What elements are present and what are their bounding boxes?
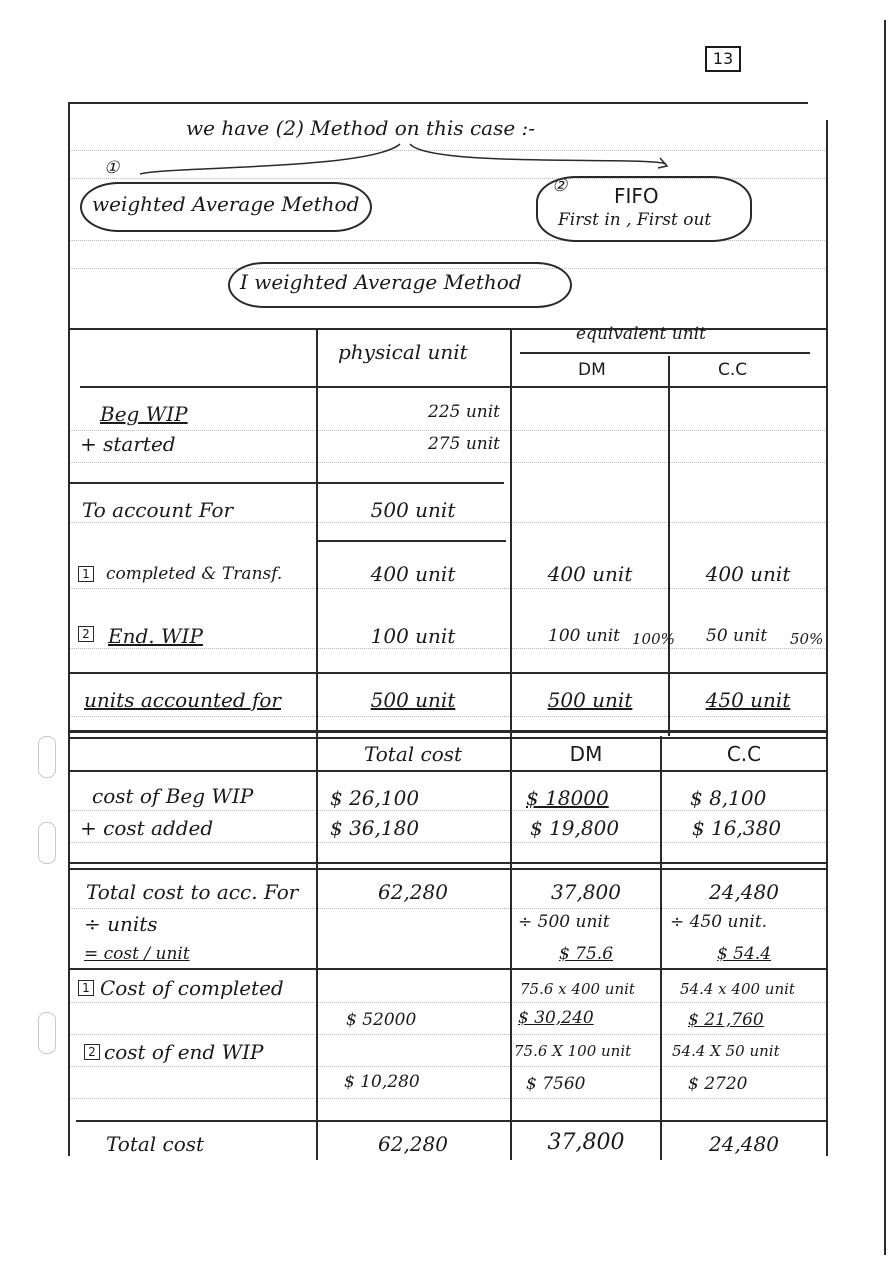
cost-header-bottom [70,770,828,772]
added-cost-total: $ 36,180 [330,816,420,840]
header-cost-dm: DM [569,742,603,766]
header-physical-unit: physical unit [338,340,468,364]
cost-end-wip-dm-calc: 75.6 X 100 unit [514,1042,632,1060]
top-border [68,102,808,104]
units-divisor-cc: ÷ 450 unit. [670,912,768,932]
binder-hole [38,822,56,864]
ruled-line [70,908,825,909]
total-to-account-dm: 37,800 [551,880,621,904]
end-wip-physical: 100 unit [370,624,456,648]
header-equivalent-unit: equivalent unit [576,324,706,344]
added-cost-cc: $ 16,380 [692,816,782,840]
cost-completed-cc: $ 21,760 [688,1010,764,1030]
total-to-account-total: 62,280 [378,880,448,904]
end-wip-label: End. WIP [108,624,203,648]
unit-cost-cc: $ 54.4 [716,944,772,964]
units-table-bottom [70,730,828,733]
header-dm: DM [578,360,606,380]
grand-total-label: Total cost [106,1132,205,1156]
to-account-physical: 500 unit [370,498,456,522]
completed-cc: 400 unit [705,562,791,586]
accounted-cc: 450 unit [705,688,791,712]
connector-arrows [130,140,690,180]
method1-label: weighted Average Method [92,192,360,216]
cost-completed-cc-calc: 54.4 x 400 unit [680,980,795,998]
cost-end-wip-cc-calc: 54.4 X 50 unit [672,1042,780,1060]
method1-marker: ① [104,158,120,178]
added-cost-dm: $ 19,800 [530,816,620,840]
cost-end-wip-dm: $ 7560 [526,1074,586,1094]
units-header-bottom [80,386,828,388]
cost-completed-total: $ 52000 [346,1010,417,1030]
col-divider-3 [668,356,670,736]
accounted-physical: 500 unit [370,688,456,712]
cost-end-wip-cc: $ 2720 [688,1074,748,1094]
header-cost-cc: C.C [726,742,762,766]
grand-total-cc: 24,480 [709,1132,779,1156]
binder-hole [38,736,56,778]
started-physical: 275 unit [427,434,500,454]
end-wip-cc: 50 unit [706,626,768,646]
beg-cost-cc: $ 8,100 [690,786,767,810]
grand-total-dm: 37,800 [547,1130,625,1155]
accounted-label: units accounted for [84,688,281,712]
method2-sub: First in , First out [558,210,712,230]
cost-completed-dm: $ 30,240 [518,1008,594,1028]
units-table-top [70,328,828,330]
cost-completed-label: Cost of completed [100,976,284,1000]
completed-physical: 400 unit [370,562,456,586]
ruled-line [70,1002,825,1003]
ruled-line [70,1034,825,1035]
ruled-line [70,810,825,811]
beg-wip-label: Beg WIP [100,402,188,426]
started-label: + started [80,432,176,456]
units-divisor-label: ÷ units [84,912,158,936]
end-wip-marker: 2 [78,626,94,642]
equivalent-underline [520,352,810,354]
accounted-dm: 500 unit [547,688,633,712]
header-total-cost: Total cost [363,742,463,766]
intro-heading: we have (2) Method on this case :- [186,116,536,140]
completed-dm: 400 unit [547,562,633,586]
page-edge [884,20,886,1255]
row-rule [70,968,828,970]
row-rule [70,672,828,674]
ruled-line [70,716,825,717]
method2-title: FIFO [614,184,659,208]
row-rule [76,1120,828,1122]
beg-cost-label: cost of Beg WIP [92,784,254,808]
cost-completed-dm-calc: 75.6 x 400 unit [520,980,635,998]
ruled-line [70,588,825,589]
completed-label: completed & Transf. [106,564,283,584]
completed-marker: 1 [78,566,94,582]
ruled-line [70,842,825,843]
row-rule [70,862,828,864]
total-to-account-cc: 24,480 [709,880,779,904]
left-border [68,104,70,1156]
beg-cost-total: $ 26,100 [330,786,420,810]
end-wip-dm-pct: 100% [632,630,675,648]
section-title: I weighted Average Method [240,270,522,294]
ruled-line [70,522,825,523]
to-account-label: To account For [82,498,234,522]
cost-end-wip-label: cost of end WIP [104,1040,264,1064]
ruled-line [70,1098,825,1099]
units-divisor-dm: ÷ 500 unit [518,912,610,932]
method2-marker: ② [552,176,568,196]
cost-table-top [70,737,828,739]
row-rule [70,868,828,870]
unit-cost-label: = cost / unit [84,944,190,964]
cost-completed-marker: 1 [78,980,94,996]
total-to-account-label: Total cost to acc. For [86,880,299,904]
row-rule [70,482,504,484]
binder-hole [38,1012,56,1054]
cost-end-wip-marker: 2 [84,1044,100,1060]
row-rule [316,540,506,542]
ruled-line [70,1066,825,1067]
beg-wip-physical: 225 unit [427,402,500,422]
grand-total-total: 62,280 [378,1132,448,1156]
ruled-line [70,430,825,431]
page-number: 13 [705,46,741,72]
cost-end-wip-total: $ 10,280 [344,1072,420,1092]
end-wip-cc-pct: 50% [790,630,824,648]
end-wip-dm: 100 unit [548,626,621,646]
header-cc: C.C [718,360,748,380]
right-border [826,120,828,1156]
added-cost-label: + cost added [80,816,214,840]
ruled-line [70,648,825,649]
unit-cost-dm: $ 75.6 [558,944,614,964]
beg-cost-dm: $ 18000 [526,786,609,810]
ruled-line [70,462,825,463]
